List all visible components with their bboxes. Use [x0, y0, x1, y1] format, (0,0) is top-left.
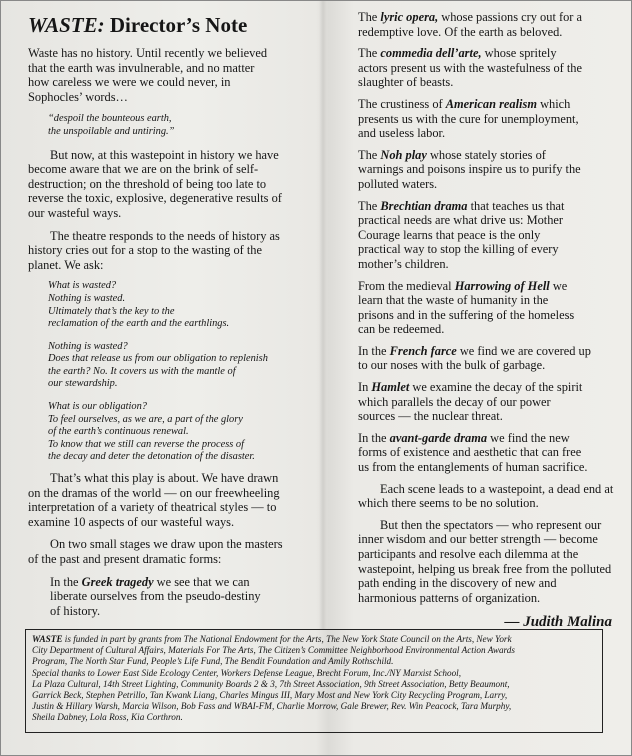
play-about-paragraph: That’s what this play is about. We have drawn on the dramas of the world — on our freewheeling interpretation of a variety of theatrical styles — to examine 10 aspects of our wasteful ways. — [28, 471, 280, 529]
dramatic-form-item: The lyric opera, whose passions cry out for a redemptive love. Of the earth as beloved. — [358, 10, 583, 39]
dramatic-form-name: Hamlet — [371, 380, 410, 395]
dramatic-form-item: From the medieval Harrowing of Hell we learn that the waste of humanity in the prisons and in the suffering of the homeless can be redeemed. — [358, 278, 575, 337]
title-rest: Director’s Note — [104, 13, 248, 37]
question-block-1: What is wasted? Nothing is wasted. Ultimately that’s the key to the reclamation of the earth and the earthlings. — [48, 280, 230, 330]
dramatic-form-item: The commedia dell’arte, whose spritely actors present us with the wastefulness of the slaughter of beasts. — [358, 46, 583, 90]
dramatic-form-item: In Hamlet we examine the decay of the spirit which parallels the decay of our power sources — the nuclear threat. — [358, 380, 583, 424]
question-block-2: Nothing is wasted? Does that release us from our obligation to replenish the earth? No. It covers us with the mantle of our stewardship. — [48, 340, 268, 390]
dramatic-forms-list — [358, 10, 612, 475]
intro-paragraph: Waste has no history. Until recently we believed that the earth was invulnerable, and no matter how careless we were we could never, in Sophocles’ words… — [28, 46, 268, 104]
wastepoint-paragraph: But now, at this wastepoint in history we have become aware that we are on the brink of self- destruction; on the threshold of being too late to reverse the toxic, explosive, degenerative results of our wasteful ways. — [28, 147, 282, 220]
credits-waste: WASTE — [32, 634, 63, 644]
dramatic-form-item: In the avant-garde drama we find the new forms of existence and aesthetic that can free us from the entanglements of human sacrifice. — [358, 430, 588, 475]
dramatic-form-name: Harrowing of Hell — [454, 278, 550, 293]
form-greek-tragedy: Greek tragedy — [81, 574, 154, 589]
question-block-3: What is our obligation? To feel ourselves, as we are, a part of the glory of the earth’s continuous renewal. To know that we still can reverse the process of the decay and deter the detonation of the disaster. — [48, 401, 255, 463]
theatre-paragraph: The theatre responds to the needs of history as history cries out for a stop to the wasting of the planet. We ask: — [28, 228, 280, 272]
dramatic-form-name: American realism — [445, 96, 537, 111]
dramatic-form-name: French farce — [389, 343, 457, 358]
dramatic-form-name: commedia dell’arte, — [380, 46, 482, 61]
dramatic-form-item: The crustiness of American realism which presents us with the cure for unemployment, and useless labor. — [358, 96, 579, 141]
dramatic-form-name: Noh play — [380, 147, 427, 162]
dramatic-form-name: Brechtian drama — [380, 198, 468, 213]
dramatic-form-item: In the French farce we find we are covered up to our noses with the bulk of garbage. — [358, 343, 591, 373]
two-stages-paragraph: On two small stages we draw upon the masters of the past and present dramatic forms: — [28, 537, 283, 566]
dramatic-form-item: The Brechtian drama that teaches us that practical needs are what drive us: Mother Courage learns that peace is the only practical way to stop the killing of every mother’s children. — [358, 198, 565, 271]
sophocles-quote: “despoil the bounteous earth, the unspoilable and untiring.” — [48, 113, 175, 137]
dramatic-form-name: lyric opera, — [380, 10, 439, 24]
title-waste: WASTE: — [28, 13, 105, 37]
page-fold — [319, 1, 327, 629]
spectators-paragraph: But then the spectators — who represent our inner wisdom and our better strength — become participants and resolve each dilemma at the wastepoint, helping us break free from the polluted path ending in the discovery of new and harmonious patterns of organization. — [358, 517, 612, 605]
signature: — Judith Malina — [504, 614, 612, 631]
dramatic-form-name: avant-garde drama — [389, 430, 488, 445]
scene-paragraph: Each scene leads to a wastepoint, a dead end at which there seems to be no solution. — [358, 481, 614, 511]
credits-box: WASTE is funded in part by grants from The National Endowment for the Arts, The New York State Council on the Arts, New York City Department of Cultural Affairs, Materials For The Arts, The Citizen’s Committee Neighborhood Environmental Action Awards Program, The North Star Fund, People’s Life Fund, The Bendit Foundation and Amily Rothschild. Special thanks to Lower East Side Ecology Center, Workers Defense League, Brecht Forum, Inc./NY Marxist School, La Plaza Cultural, 14th Street Lighting, Community Boards 2 & 3, 7th Street Association, 9th Street Association, Betty Beaumont, Garrick Beck, Stephen Petrillo, Tan Kwank Liang, Charles Mingus III, Mary Most and New York City Recycling Program, Larry, Justin & Hillary Warsh, Marcia Wilson, Bob Fass and WBAI-FM, Charlie Morrow, Gale Brewer, Rev. Win Peacock, Tara Murphy, Sheila Dabney, Lola Ross, Kia Corthron. — [25, 629, 603, 733]
greek-tragedy-paragraph: In the Greek tragedy we see that we can liberate ourselves from the pseudo-destiny of history. — [50, 574, 261, 618]
left-column — [28, 1, 309, 618]
right-column — [358, 10, 612, 631]
page-title — [28, 13, 309, 37]
dramatic-form-item: The Noh play whose stately stories of warnings and poisons inspire us to purify the polluted waters. — [358, 147, 581, 191]
